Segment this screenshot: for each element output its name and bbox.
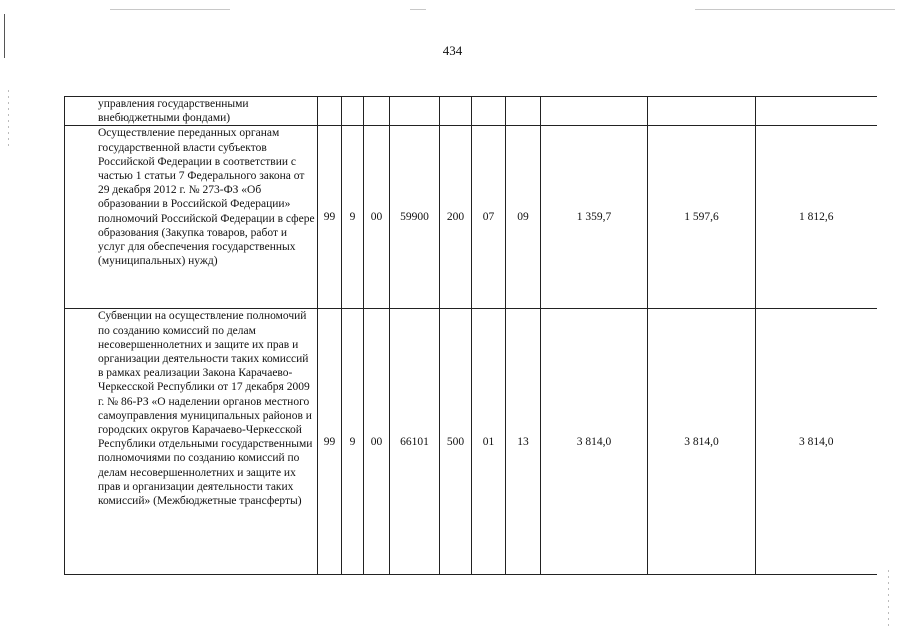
code-cell: 66101 [390,309,440,575]
code-cell: 59900 [390,126,440,309]
scan-artifact-line [110,9,230,10]
scan-artifact-dots [888,570,889,630]
code-cell: 01 [472,309,506,575]
code-cell: 00 [364,126,390,309]
code-cell [318,97,342,126]
code-cell: 9 [342,126,364,309]
code-cell [342,97,364,126]
table-row [65,309,877,575]
row-description: Осуществление переданных органам государственной власти субъектов Российской Федерации в соответствии с частью 1 статьи 7 Федерального закона от 29 декабря 2012 г. № 273-ФЗ «Об образовании в Российской Федерации» полномочий Российской Федерации в сфере образования (Закупка товаров, работ и услуг для обеспечения государственных (муниципальных) нужд) [65,126,318,309]
scan-artifact-line [695,9,895,10]
table-row [65,97,877,126]
code-cell: 9 [342,309,364,575]
code-cell: 00 [364,309,390,575]
amount-cell: 3 814,0 [756,309,877,575]
amount-cell: 3 814,0 [648,309,756,575]
row-description: Субвенции на осуществление полномочий по созданию комиссий по делам несовершеннолетних и защите их прав и организации деятельности таких комиссий в рамках реализации Закона Карачаево-Черкесской Республики от 17 декабря 2009 г. № 86-РЗ «О наделении органов местного самоуправления муниципальных районов и городских округов Карачаево-Черкесской Республики отдельными государственными полномочиями по созданию комиссий по делам несовершеннолетних и защите их прав и организации деятельности таких комиссий» (Межбюджетные трансферты) [65,309,318,575]
amount-cell: 1 597,6 [648,126,756,309]
code-cell [506,97,541,126]
code-cell: 07 [472,126,506,309]
row-description: управления государственными внебюджетными фондами) [65,97,318,126]
amount-cell: 1 812,6 [756,126,877,309]
amount-cell [648,97,756,126]
amount-cell [541,97,648,126]
amount-cell [756,97,877,126]
scan-artifact-dots [8,90,9,150]
code-cell: 500 [440,309,472,575]
code-cell: 99 [318,309,342,575]
code-cell [390,97,440,126]
code-cell [364,97,390,126]
amount-cell: 1 359,7 [541,126,648,309]
amount-cell: 3 814,0 [541,309,648,575]
table-row [65,126,877,309]
scan-artifact-line [410,9,426,10]
page-number: 434 [442,43,463,58]
code-cell: 09 [506,126,541,309]
code-cell [440,97,472,126]
code-cell: 200 [440,126,472,309]
budget-table [64,96,877,575]
code-cell [472,97,506,126]
code-cell: 99 [318,126,342,309]
code-cell: 13 [506,309,541,575]
